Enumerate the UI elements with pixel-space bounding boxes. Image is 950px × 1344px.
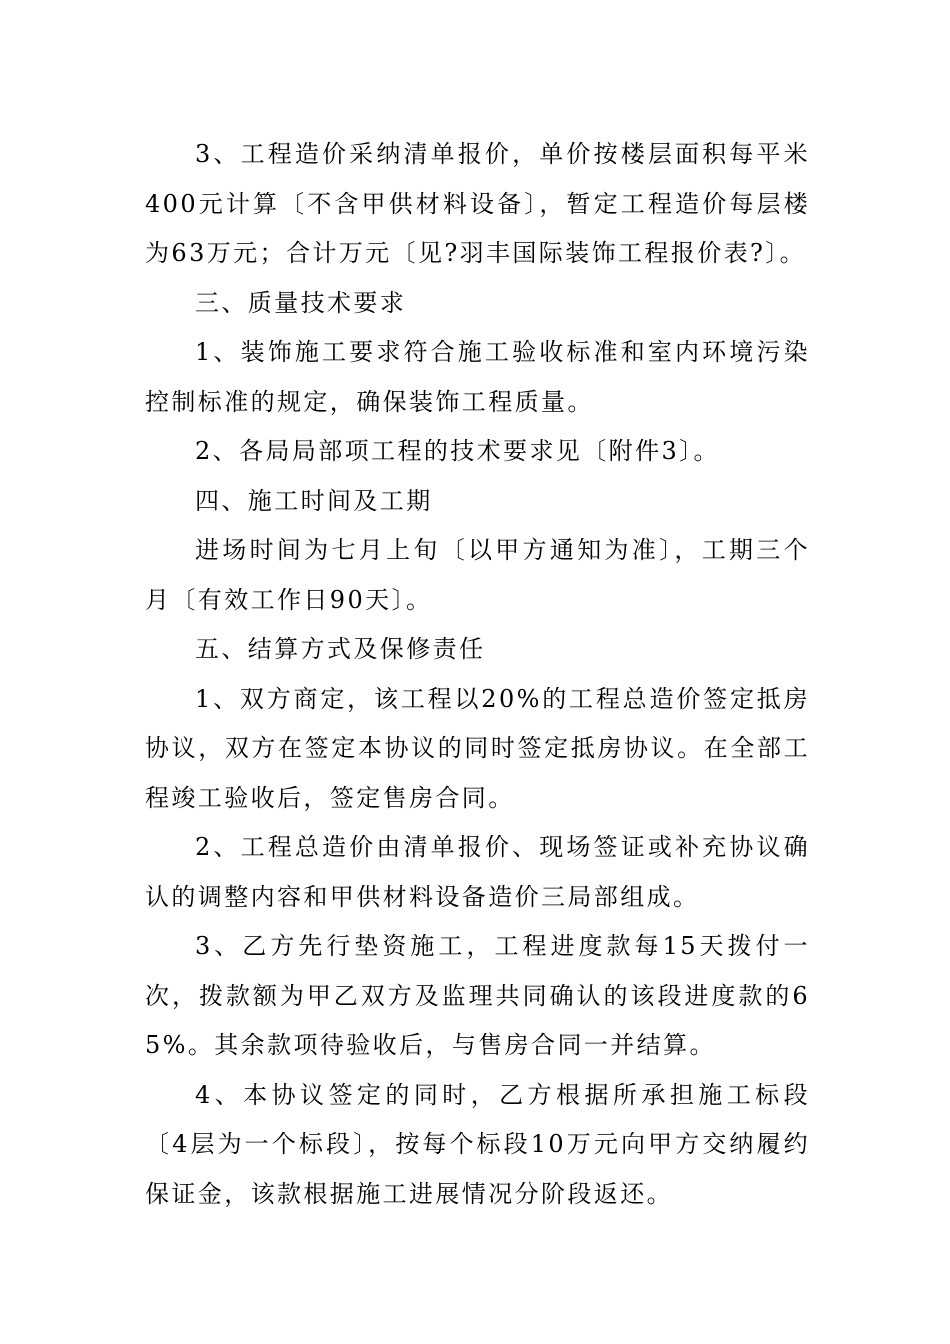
paragraph-quality-standards: 1、装饰施工要求符合施工验收标准和室内环境污染控制标准的规定，确保装饰工程质量。: [145, 338, 810, 416]
section-heading-settlement: 五、结算方式及保修责任: [195, 635, 486, 663]
paragraph-progress-payment: 3、乙方先行垫资施工，工程进度款每15天拨付一次，拨款额为甲乙双方及监理共同确认的该段进度款的65%。其余款项待验收后，与售房合同一并结算。: [145, 932, 810, 1059]
paragraph-performance-bond: 4、本协议签定的同时，乙方根据所承担施工标段〔4层为一个标段〕，按每个标段10万元向甲方交纳履约保证金，该款根据施工进展情况分阶段返还。: [145, 1080, 810, 1208]
paragraph-project-cost: 3、工程造价采纳清单报价，单价按楼层面积每平米400元计算〔不含甲供材料设备〕，暂定工程造价每层楼为63万元；合计万元〔见?羽丰国际装饰工程报价表?〕。: [145, 140, 810, 267]
section-heading-quality: 三、质量技术要求: [195, 288, 407, 317]
paragraph-total-cost-composition: 2、工程总造价由清单报价、现场签证或补充协议确认的调整内容和甲供材料设备造价三局部组成。: [145, 833, 810, 911]
section-heading-schedule: 四、施工时间及工期: [195, 486, 433, 515]
paragraph-schedule: 进场时间为七月上旬〔以甲方通知为准〕，工期三个月〔有效工作日90天〕。: [145, 536, 810, 614]
paragraph-technical-requirements: 2、各局局部项工程的技术要求见〔附件3〕。: [195, 437, 720, 465]
paragraph-settlement-agreement: 1、双方商定，该工程以20%的工程总造价签定抵房协议，双方在签定本协议的同时签定抵房协议。在全部工程竣工验收后，签定售房合同。: [145, 684, 810, 812]
document-body: [145, 130, 810, 1219]
